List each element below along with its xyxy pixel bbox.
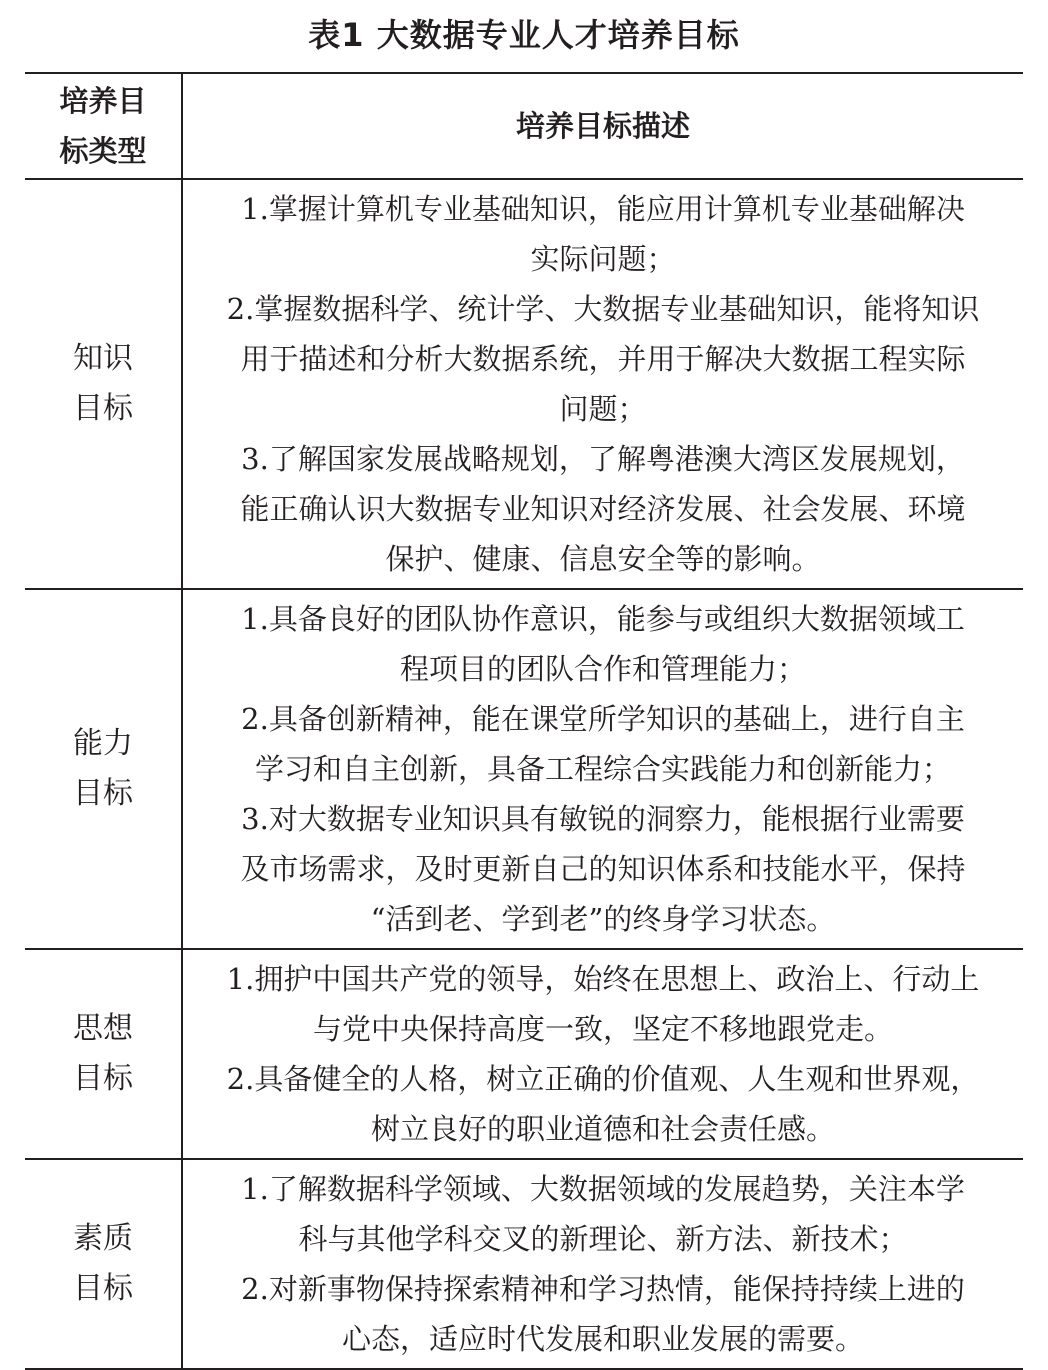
header-desc-cell: 培养目标描述 — [182, 73, 1023, 179]
training-goals-table — [25, 72, 1023, 1370]
goal-type-line: 目标 — [73, 776, 133, 811]
goal-type-line: 目标 — [73, 1061, 133, 1096]
description-line: 2.对新事物保持探索精神和学习热情，能保持持续上进的 — [241, 1272, 965, 1306]
description-line: 1.具备良好的团队协作意识，能参与或组织大数据领域工 — [241, 602, 965, 636]
table-row — [25, 949, 1023, 1159]
header-type-cell — [25, 73, 182, 179]
description-line: 科与其他学科交叉的新理论、新方法、新技术； — [298, 1222, 908, 1256]
description-line: 问题； — [559, 392, 647, 426]
table-row — [25, 179, 1023, 589]
description-line: 能正确认识大数据专业知识对经济发展、社会发展、环境 — [240, 492, 966, 526]
description-line: 1.了解数据科学领域、大数据领域的发展趋势，关注本学 — [241, 1172, 965, 1206]
table-title: 表1 大数据专业人才培养目标 — [308, 16, 740, 54]
header-type-line: 培养目 — [59, 84, 147, 118]
description-line: “活到老、学到老”的终身学习状态。 — [370, 902, 836, 936]
description-line: 树立良好的职业道德和社会责任感。 — [370, 1112, 835, 1146]
description-line: 3.对大数据专业知识具有敏锐的洞察力，能根据行业需要 — [241, 802, 965, 836]
header-type-line: 标类型 — [59, 134, 147, 168]
goal-description-cell — [182, 179, 1023, 589]
description-line: 保护、健康、信息安全等的影响。 — [385, 542, 821, 576]
description-line: 实际问题； — [530, 242, 676, 276]
description-line: 3.了解国家发展战略规划，了解粤港澳大湾区发展规划， — [241, 442, 965, 476]
description-line: 学习和自主创新，具备工程综合实践能力和创新能力； — [254, 752, 951, 786]
goal-description-cell — [182, 949, 1023, 1159]
description-line: 1.掌握计算机专业基础知识，能应用计算机专业基础解决 — [241, 192, 965, 226]
goal-type-line: 目标 — [73, 391, 133, 426]
goal-type-line: 素质 — [73, 1221, 133, 1256]
goal-type-line: 思想 — [73, 1011, 133, 1046]
goal-type-line: 目标 — [73, 1271, 133, 1306]
goal-description-cell — [182, 1159, 1023, 1369]
goal-type-line: 知识 — [73, 341, 133, 376]
table-row — [25, 589, 1023, 949]
goal-type-line: 能力 — [73, 726, 133, 761]
description-line: 2.掌握数据科学、统计学、大数据专业基础知识，能将知识 — [226, 292, 980, 326]
description-line: 2.具备创新精神，能在课堂所学知识的基础上，进行自主 — [241, 702, 965, 736]
goal-type-cell — [25, 949, 182, 1159]
description-line: 1.拥护中国共产党的领导，始终在思想上、政治上、行动上 — [226, 962, 980, 996]
goal-description-cell — [182, 589, 1023, 949]
goal-type-cell — [25, 1159, 182, 1369]
description-line: 程项目的团队合作和管理能力； — [399, 652, 806, 686]
goal-type-cell — [25, 179, 182, 589]
description-line: 与党中央保持高度一致，坚定不移地跟党走。 — [312, 1012, 893, 1046]
header-row — [25, 73, 1023, 179]
description-line: 用于描述和分析大数据系统，并用于解决大数据工程实际 — [240, 342, 966, 376]
table-row — [25, 1159, 1023, 1369]
description-line: 心态，适应时代发展和职业发展的需要。 — [341, 1322, 864, 1356]
goal-type-cell — [25, 589, 182, 949]
description-line: 及市场需求，及时更新自己的知识体系和技能水平，保持 — [240, 852, 966, 886]
description-line: 2.具备健全的人格，树立正确的价值观、人生观和世界观， — [226, 1062, 980, 1096]
